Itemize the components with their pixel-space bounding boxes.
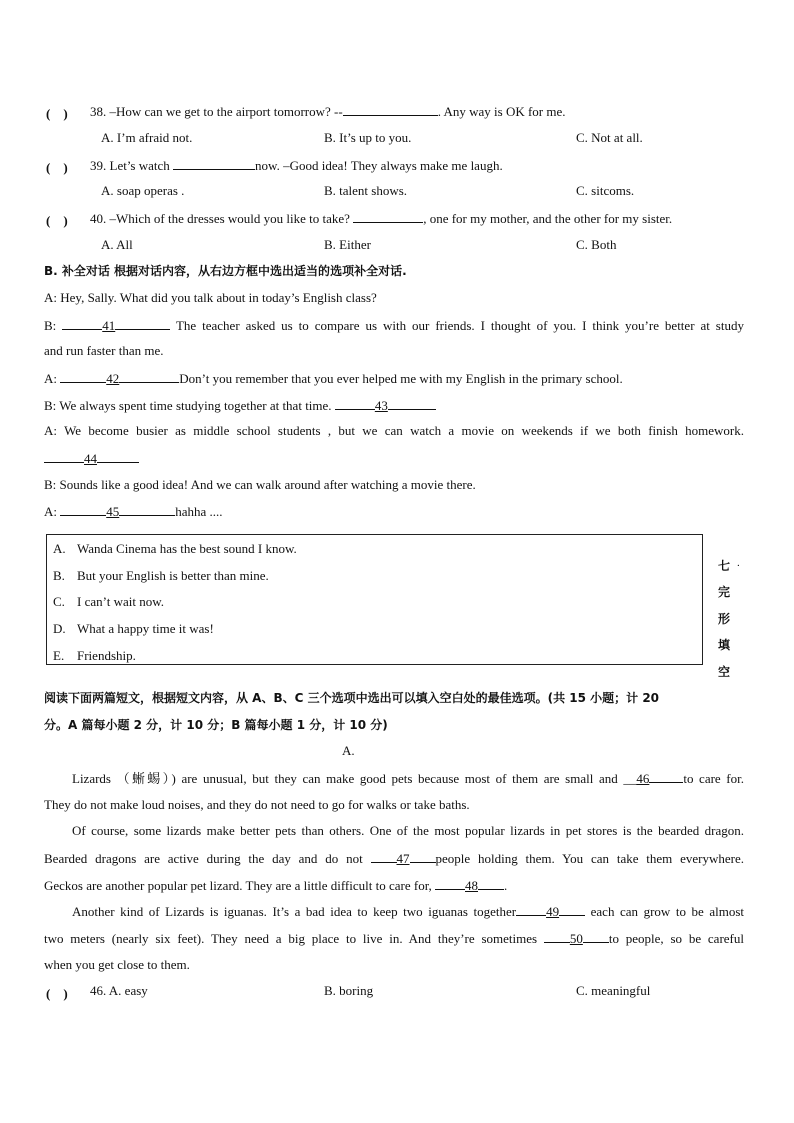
answer-blank-40[interactable] bbox=[353, 210, 423, 223]
box-option-c-text: I can’t wait now. bbox=[77, 594, 165, 609]
dialogue-line-5-text: B: We always spent time studying together at that time. bbox=[44, 398, 335, 413]
dialogue-line-8: B: Sounds like a good idea! And we can walk around after watching a movie there. bbox=[44, 477, 476, 492]
passage-p2-line-3-before: Geckos are another popular pet lizard. They are a little difficult to care for, bbox=[44, 878, 435, 893]
dialogue-line-3: and run faster than me. bbox=[44, 343, 164, 358]
section-7-char-1: 完 bbox=[717, 585, 730, 599]
question-40-option-a[interactable]: A. All bbox=[101, 237, 133, 252]
question-38-option-c[interactable]: C. Not at all. bbox=[576, 130, 643, 145]
dialogue-line-4-speaker: A: bbox=[44, 371, 61, 386]
blank-48-right[interactable] bbox=[478, 877, 504, 890]
blank-49-number: 49 bbox=[546, 904, 560, 919]
box-option-b[interactable] bbox=[53, 568, 269, 584]
question-39-option-c[interactable]: C. sitcoms. bbox=[576, 183, 635, 198]
question-46-option-b[interactable]: B. boring bbox=[324, 983, 374, 998]
question-39-text-after: now. –Good idea! They always make me laugh. bbox=[255, 158, 503, 173]
question-38-text-after: . Any way is OK for me. bbox=[437, 104, 566, 119]
question-46-option-a[interactable]: 46. A. easy bbox=[90, 983, 148, 998]
blank-41-number: 41 bbox=[102, 318, 116, 333]
box-option-a-letter: A. bbox=[53, 541, 66, 556]
blank-46-number: 46 bbox=[636, 771, 650, 786]
question-39-text-before: 39. Let’s watch bbox=[90, 158, 174, 173]
question-46-option-c[interactable]: C. meaningful bbox=[576, 983, 651, 998]
answer-paren-46[interactable]: ( ) bbox=[46, 986, 68, 1001]
section-7-char-3: 填 bbox=[717, 638, 730, 652]
dialogue-line-9-speaker: A: bbox=[44, 504, 61, 519]
blank-41-left[interactable] bbox=[62, 317, 102, 330]
answer-blank-39[interactable] bbox=[173, 157, 255, 170]
passage-p3-line-2 bbox=[44, 930, 744, 947]
box-option-d-text: What a happy time it was! bbox=[77, 621, 214, 636]
blank-49-left[interactable] bbox=[516, 903, 546, 916]
dialogue-line-2 bbox=[44, 317, 744, 334]
section-7-instructions-line-1: 阅读下面两篇短文，根据短文内容，从 A、B、C 三个选项中选出可以填入空白处的最佳选项。(共 15 小题；计 20 bbox=[44, 691, 660, 705]
dialogue-line-2-speaker: B: bbox=[44, 318, 63, 333]
passage-p2-line-2-after: people holding them. You can take them everywhere. bbox=[435, 851, 744, 866]
blank-50-right[interactable] bbox=[583, 930, 609, 943]
question-38-option-a[interactable]: A. I’m afraid not. bbox=[101, 130, 193, 145]
box-option-b-letter: B. bbox=[53, 568, 65, 583]
passage-p2-line-1: Of course, some lizards make better pets than others. One of the most popular lizards in pet stores is the bearded dragon. bbox=[72, 823, 744, 838]
question-40-stem bbox=[90, 210, 672, 227]
blank-47-right[interactable] bbox=[410, 850, 436, 863]
question-39-option-a[interactable]: A. soap operas . bbox=[101, 183, 185, 198]
section-7-char-4: 空 bbox=[717, 665, 730, 679]
blank-43-number: 43 bbox=[374, 398, 388, 413]
section-7-number: 七 bbox=[717, 559, 730, 573]
passage-p3-line-3: when you get close to them. bbox=[44, 957, 190, 972]
blank-44-right[interactable] bbox=[97, 450, 139, 463]
question-39-option-b[interactable]: B. talent shows. bbox=[324, 183, 408, 198]
box-option-e-text: Friendship. bbox=[77, 648, 136, 663]
section-7-char-2: 形 bbox=[717, 612, 730, 626]
passage-p3-line-1-after: each can grow to be almost bbox=[585, 904, 744, 919]
blank-49-right[interactable] bbox=[559, 903, 585, 916]
question-38-stem bbox=[90, 103, 566, 120]
question-39-stem bbox=[90, 157, 503, 174]
section-b-heading: B. 补全对话 根据对话内容，从右边方框中选出适当的选项补全对话. bbox=[44, 264, 407, 278]
blank-43-right[interactable] bbox=[388, 397, 436, 410]
blank-42-right[interactable] bbox=[119, 370, 179, 383]
passage-p2-line-3 bbox=[44, 877, 507, 894]
blank-42-number: 42 bbox=[106, 371, 120, 386]
blank-47-number: 47 bbox=[396, 851, 410, 866]
blank-43-left[interactable] bbox=[335, 397, 375, 410]
answer-blank-38[interactable] bbox=[343, 103, 438, 116]
box-option-c-letter: C. bbox=[53, 594, 65, 609]
passage-p2-line-3-after: . bbox=[504, 878, 508, 893]
box-option-d[interactable] bbox=[53, 621, 214, 637]
answer-paren-38[interactable]: ( ) bbox=[46, 106, 68, 121]
question-40-text-after: , one for my mother, and the other for my sister. bbox=[423, 211, 673, 226]
answer-paren-39[interactable]: ( ) bbox=[46, 160, 68, 175]
dialogue-line-9-text: hahha .... bbox=[175, 504, 223, 519]
blank-45-number: 45 bbox=[106, 504, 120, 519]
question-38-option-b[interactable]: B. It’s up to you. bbox=[324, 130, 412, 145]
answer-paren-40[interactable]: ( ) bbox=[46, 213, 68, 228]
question-38-text-before: 38. –How can we get to the airport tomorrow? -- bbox=[90, 104, 343, 119]
question-40-text-before: 40. –Which of the dresses would you like to take? bbox=[90, 211, 354, 226]
dialogue-line-1: A: Hey, Sally. What did you talk about in today’s English class? bbox=[44, 290, 377, 305]
passage-p3-line-1-before: Another kind of Lizards is iguanas. It’s a bad idea to keep two iguanas together bbox=[72, 904, 517, 919]
blank-45-right[interactable] bbox=[119, 503, 175, 516]
dialogue-line-5 bbox=[44, 397, 436, 414]
blank-44-left[interactable] bbox=[44, 450, 84, 463]
box-option-a[interactable] bbox=[53, 541, 297, 557]
dialogue-line-6: A: We become busier as middle school students , but we can watch a movie on weekends if we both finish homework. bbox=[44, 423, 744, 438]
question-40-option-b[interactable]: B. Either bbox=[324, 237, 371, 252]
box-option-b-text: But your English is better than mine. bbox=[77, 568, 269, 583]
blank-50-left[interactable] bbox=[544, 930, 570, 943]
passage-p3-line-2-before: two meters (nearly six feet). They need a big place to live in. And they’re sometimes bbox=[44, 931, 544, 946]
blank-48-number: 48 bbox=[465, 878, 478, 893]
blank-50-number: 50 bbox=[569, 931, 583, 946]
dialogue-line-7 bbox=[44, 450, 139, 467]
blank-44-number: 44 bbox=[84, 451, 97, 466]
blank-45-left[interactable] bbox=[60, 503, 106, 516]
box-option-e-letter: E. bbox=[53, 648, 65, 663]
passage-p1-line-1 bbox=[72, 770, 744, 787]
blank-46-right[interactable] bbox=[649, 770, 683, 783]
dialogue-option-box bbox=[46, 534, 703, 665]
dialogue-line-9 bbox=[44, 503, 223, 520]
section-7-instructions-line-2: 分。A 篇每小题 2 分，计 10 分；B 篇每小题 1 分，计 10 分) bbox=[44, 718, 388, 732]
box-option-e[interactable] bbox=[53, 648, 136, 664]
passage-p3-line-2-after: to people, so be careful bbox=[608, 931, 744, 946]
dialogue-line-2-text: The teacher asked us to compare us with our friends. I thought of you. I think you’re better at study bbox=[170, 318, 744, 333]
blank-42-left[interactable] bbox=[60, 370, 106, 383]
passage-a-label: A. bbox=[342, 743, 355, 758]
dialogue-line-4 bbox=[44, 370, 623, 387]
blank-47-left[interactable] bbox=[371, 850, 397, 863]
box-option-c[interactable] bbox=[53, 594, 164, 610]
passage-p1-text-after: to care for. bbox=[683, 771, 744, 786]
passage-p2-line-2 bbox=[44, 850, 744, 867]
question-40-option-c[interactable]: C. Both bbox=[576, 237, 617, 252]
blank-48-left[interactable] bbox=[435, 877, 465, 890]
passage-p1-line-2: They do not make loud noises, and they do not need to go for walks or take baths. bbox=[44, 797, 470, 812]
box-option-a-text: Wanda Cinema has the best sound I know. bbox=[77, 541, 297, 556]
passage-p2-line-2-before: Bearded dragons are active during the day and do not bbox=[44, 851, 371, 866]
passage-p3-line-1 bbox=[72, 903, 744, 920]
dialogue-line-4-text: Don’t you remember that you ever helped me with my English in the primary school. bbox=[179, 371, 623, 386]
section-7-dot: . bbox=[737, 557, 740, 569]
box-option-d-letter: D. bbox=[53, 621, 66, 636]
passage-p1-text-before: Lizards （蜥蜴）) are unusual, but they can make good pets because most of them are small and __ bbox=[72, 771, 637, 786]
blank-41-right[interactable] bbox=[115, 317, 170, 330]
